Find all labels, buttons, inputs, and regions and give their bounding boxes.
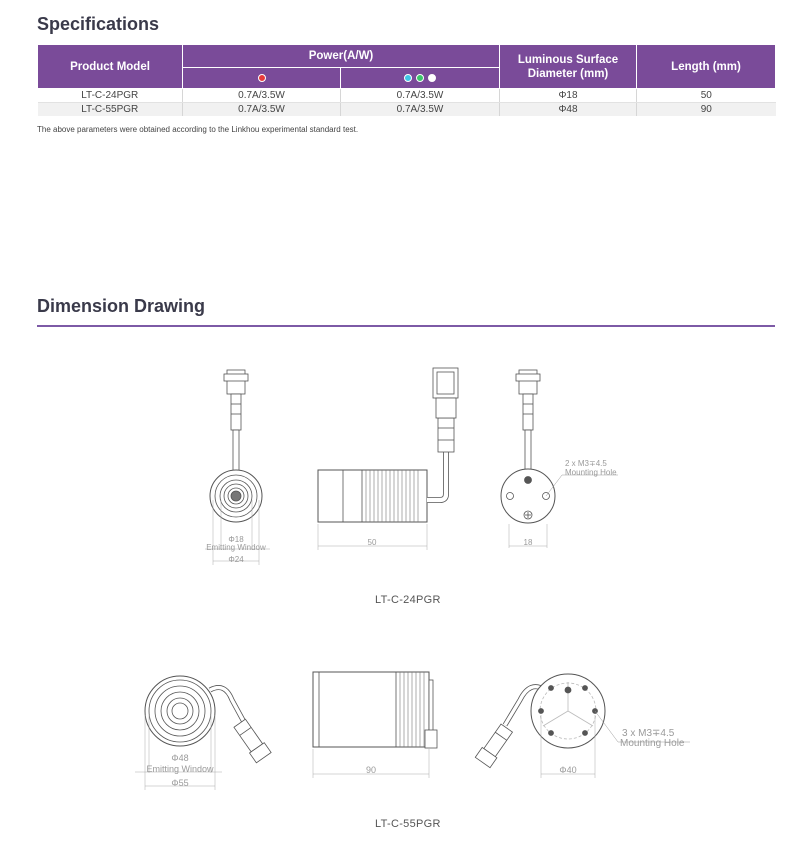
model2-side-view [313, 672, 437, 778]
cell-length: 50 [637, 89, 776, 103]
dimension-title: Dimension Drawing [37, 296, 206, 316]
cell-power-cgw: 0.7A/3.5W [341, 89, 500, 103]
header-length: Length (mm) [637, 45, 776, 89]
white-dot-icon [428, 74, 436, 82]
model1-dia-outer: Φ24 [228, 555, 244, 564]
cell-model: LT-C-24PGR [38, 89, 183, 103]
cell-power-red: 0.7A/3.5W [183, 103, 341, 117]
model2-caption: LT-C-55PGR [375, 818, 441, 830]
cell-diameter: Φ18 [500, 89, 637, 103]
table-row [38, 103, 776, 117]
model2-rear-view [475, 674, 690, 778]
model2-length: 90 [365, 765, 377, 775]
model1-length: 50 [367, 538, 377, 547]
green-dot-icon [416, 74, 424, 82]
table-note: The above parameters were obtained according to the Linkhou experimental standard test. [37, 125, 359, 134]
model2-front-view [135, 676, 271, 790]
cell-power-red: 0.7A/3.5W [183, 89, 341, 103]
cell-diameter: Φ48 [500, 103, 637, 117]
cell-length: 90 [637, 103, 776, 117]
model2-pcd: Φ40 [559, 765, 577, 775]
model1-emitting-label: Emitting Window [206, 543, 266, 552]
model2-emitting-label: Emitting Window [146, 764, 214, 774]
header-power-red [183, 68, 341, 89]
model2-mount-spec: 3 x M3∓4.5 [622, 728, 675, 739]
model1-mount-spec: 2 x M3∓4.5 [565, 459, 607, 468]
model2-dia-window: Φ48 [171, 753, 189, 763]
dimension-drawing [0, 330, 812, 845]
header-diameter: Luminous Surface Diameter (mm) [500, 45, 637, 89]
red-dot-icon [258, 74, 266, 82]
table-row [38, 89, 776, 103]
specifications-table [37, 44, 776, 116]
header-power-cgw [341, 68, 500, 89]
header-power: Power(A/W) [183, 45, 500, 68]
specifications-title: Specifications [37, 14, 160, 34]
title-divider [37, 325, 775, 327]
model2-dia-outer: Φ55 [171, 778, 189, 788]
model1-mount-label: Mounting Hole [565, 468, 617, 477]
model1-depth: 18 [523, 538, 533, 547]
cyan-dot-icon [404, 74, 412, 82]
model1-caption: LT-C-24PGR [375, 594, 441, 606]
model1-front-view [205, 370, 270, 565]
cell-model: LT-C-55PGR [38, 103, 183, 117]
header-product-model: Product Model [38, 45, 183, 89]
model2-mount-label: Mounting Hole [620, 738, 685, 749]
model1-dia-window: Φ18 [228, 535, 244, 544]
cell-power-cgw: 0.7A/3.5W [341, 103, 500, 117]
model1-side-view [318, 368, 458, 550]
model1-rear-view [501, 370, 618, 548]
